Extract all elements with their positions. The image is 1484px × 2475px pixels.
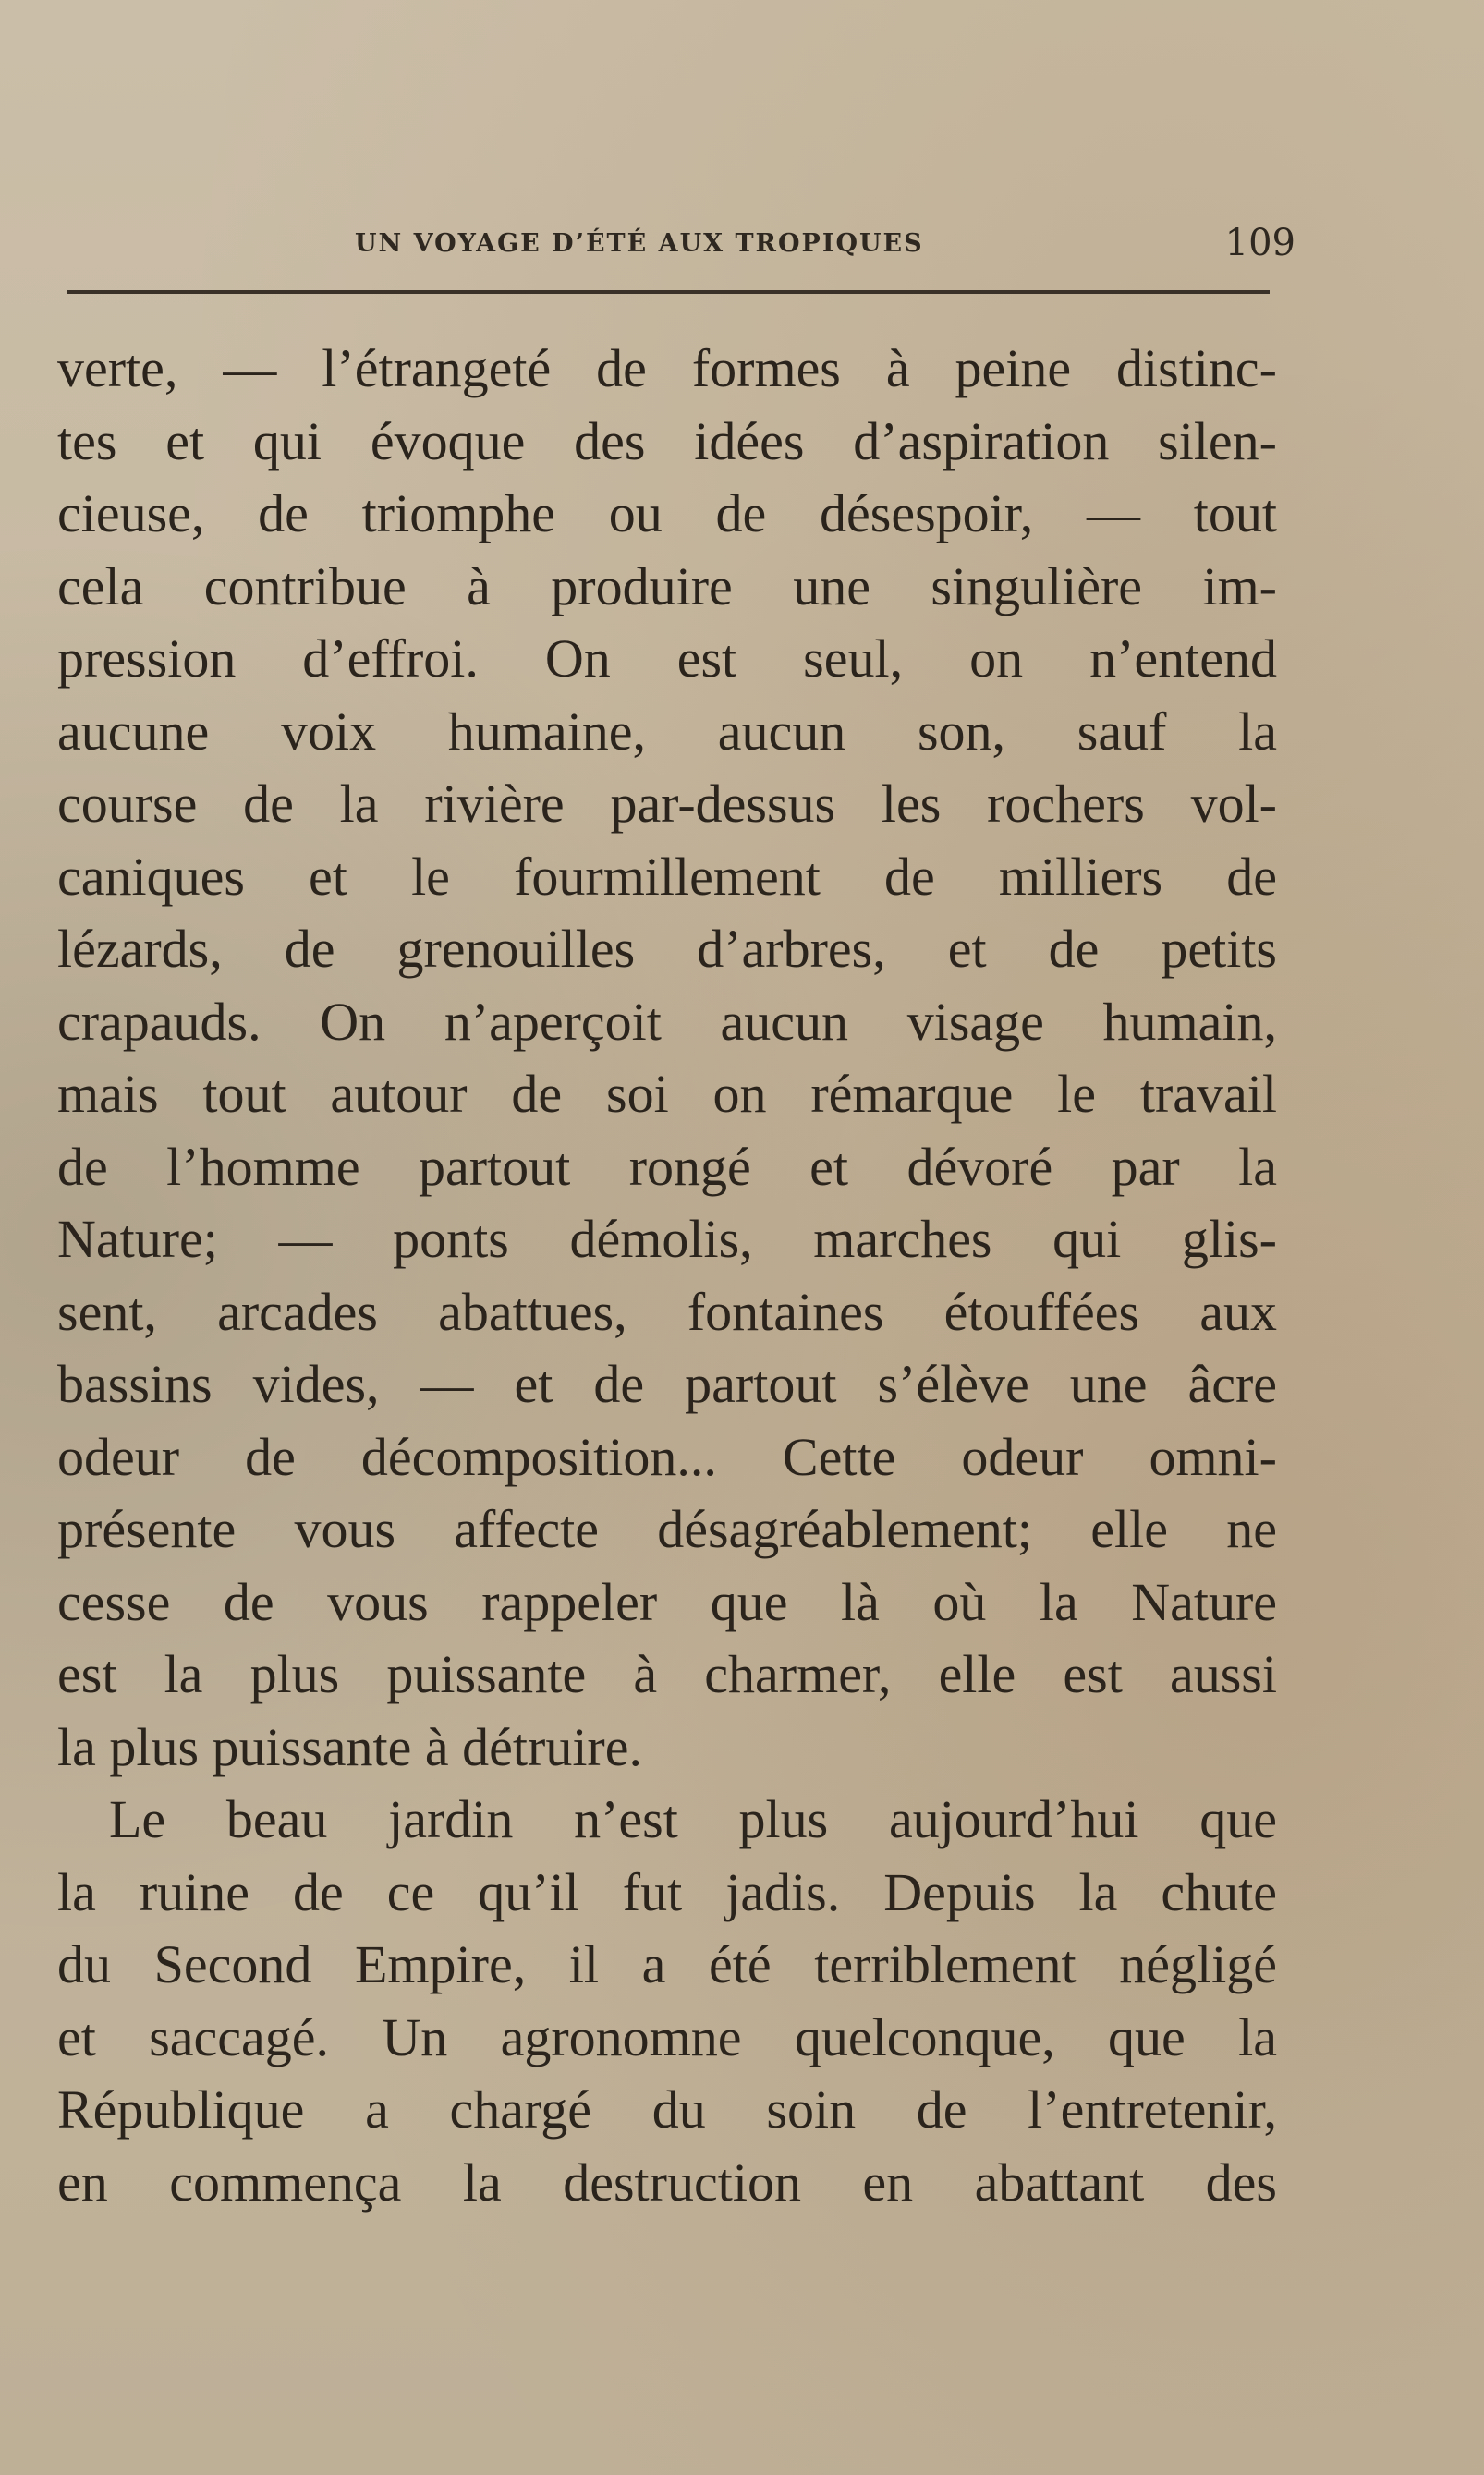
text-line: Le beau jardin n’est plus aujourd’hui que: [109, 1789, 1277, 1849]
text-line: verte, — l’étrangeté de formes à peine distinc-: [57, 338, 1277, 398]
text-line: sent, arcades abattues, fontaines étouffées aux: [57, 1281, 1277, 1342]
page-number: 109: [1224, 222, 1295, 264]
text-line: caniques et le fourmillement de milliers de: [57, 846, 1277, 907]
text-line: en commença la destruction en abattant des: [57, 2152, 1277, 2213]
text-line: cesse de vous rappeler que là où la Nature: [57, 1571, 1277, 1632]
page-header: [67, 222, 1295, 268]
text-line: la plus puissante à détruire.: [57, 1716, 642, 1777]
text-line: République a chargé du soin de l’entretenir,: [57, 2079, 1277, 2140]
text-line: cela contribue à produire une singulière im-: [57, 555, 1277, 616]
text-line: et saccagé. Un agronomne quelconque, que la: [57, 2006, 1277, 2067]
text-line: de l’homme partout rongé et dévoré par la: [57, 1136, 1277, 1197]
text-line: Nature; — ponts démolis, marches qui glis-: [57, 1209, 1277, 1269]
text-line: crapauds. On n’aperçoit aucun visage humain,: [57, 991, 1277, 1052]
text-line: lézards, de grenouilles d’arbres, et de petits: [57, 919, 1277, 979]
text-line: odeur de décomposition... Cette odeur omni-: [57, 1426, 1277, 1487]
text-line: mais tout autour de soi on rémarque le travail: [57, 1064, 1277, 1124]
text-line: aucune voix humaine, aucun son, sauf la: [57, 701, 1277, 762]
paragraph-1: [57, 333, 1277, 1784]
text-line: la ruine de ce qu’il fut jadis. Depuis la chute: [57, 1861, 1277, 1922]
running-head: UN VOYAGE D’ÉTÉ AUX TROPIQUES: [355, 229, 924, 258]
body-text: [57, 333, 1277, 2219]
text-line: pression d’effroi. On est seul, on n’entend: [57, 628, 1277, 689]
text-line: du Second Empire, il a été terriblement négligé: [57, 1934, 1277, 1994]
text-line: est la plus puissante à charmer, elle est aussi: [57, 1644, 1277, 1704]
header-rule: [67, 290, 1270, 294]
text-line: tes et qui évoque des idées d’aspiration silen-: [57, 410, 1277, 471]
text-line: présente vous affecte désagréablement; elle ne: [57, 1499, 1277, 1559]
text-line: cieuse, de triomphe ou de désespoir, — tout: [57, 483, 1277, 543]
paragraph-2: [57, 1784, 1277, 2219]
text-line: bassins vides, — et de partout s’élève une âcre: [57, 1354, 1277, 1414]
text-line: course de la rivière par-dessus les rochers vol-: [57, 774, 1277, 834]
